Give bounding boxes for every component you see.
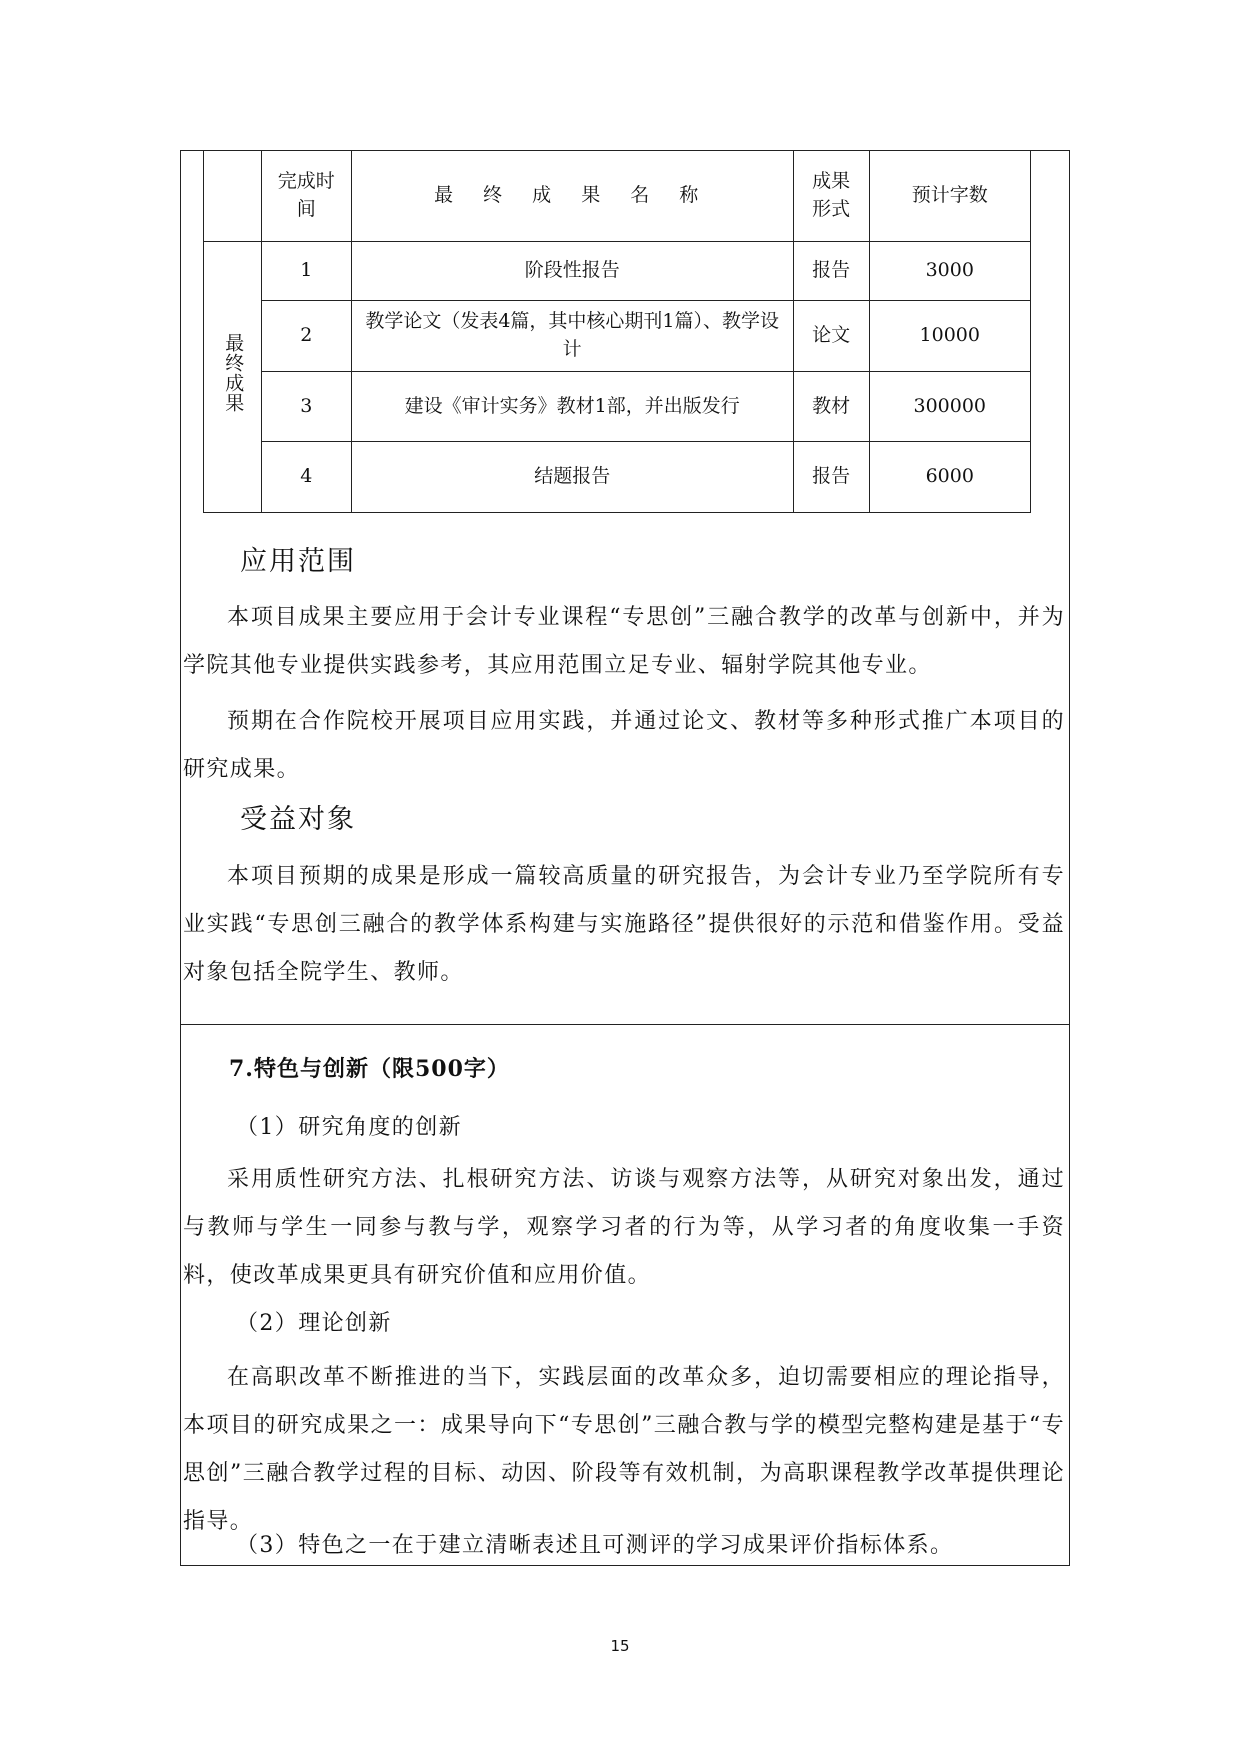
header-name: 最 终 成 果 名 称 — [351, 151, 793, 242]
beneficiaries-heading: 受益对象 — [240, 804, 356, 835]
header-words: 预计字数 — [869, 151, 1031, 242]
table-header-row — [204, 151, 1031, 242]
row-words: 10000 — [869, 301, 1031, 372]
row-name: 结题报告 — [351, 442, 793, 513]
row-words: 300000 — [869, 372, 1031, 442]
final-results-table — [203, 150, 1031, 513]
row-form: 论文 — [793, 301, 869, 372]
innovation-1-text: 采用质性研究方法、扎根研究方法、访谈与观察方法等，从研究对象出发，通过与教师与学生一同参与教与学，观察学习者的行为等，从学习者的角度收集一手资料，使改革成果更具有研究价值和应用价值。 — [183, 1167, 1065, 1288]
row-label-final-results: 最终成果 — [204, 242, 262, 513]
row-no: 3 — [261, 372, 351, 442]
row-form: 报告 — [793, 242, 869, 301]
header-blank-cell — [204, 151, 262, 242]
row-form: 报告 — [793, 442, 869, 513]
section-divider — [180, 1024, 1070, 1025]
innovation-3-text: （3）特色之一在于建立清晰表述且可测评的学习成果评价指标体系。 — [236, 1533, 954, 1558]
row-no: 1 — [261, 242, 351, 301]
beneficiaries-paragraph: 本项目预期的成果是形成一篇较高质量的研究报告，为会计专业乃至学院所有专业实践“专思创三融合的教学体系构建与实施路径”提供很好的示范和借鉴作用。受益对象包括全院学生、教师。 — [183, 864, 1065, 985]
table-row — [204, 442, 1031, 513]
row-name: 建设《审计实务》教材1部，并出版发行 — [351, 372, 793, 442]
page-number: 15 — [610, 1637, 630, 1655]
row-no: 4 — [261, 442, 351, 513]
row-no: 2 — [261, 301, 351, 372]
section-7-title: 7.特色与创新（限500字） — [229, 1056, 510, 1082]
row-form: 教材 — [793, 372, 869, 442]
table-row — [204, 372, 1031, 442]
row-name: 教学论文（发表4篇，其中核心期刊1篇）、教学设计 — [351, 301, 793, 372]
header-time: 完成时间 — [261, 151, 351, 242]
scope-heading: 应用范围 — [240, 546, 356, 577]
row-words: 6000 — [869, 442, 1031, 513]
row-words: 3000 — [869, 242, 1031, 301]
table-row — [204, 242, 1031, 301]
header-form: 成果形式 — [793, 151, 869, 242]
table-row — [204, 301, 1031, 372]
row-name: 阶段性报告 — [351, 242, 793, 301]
scope-paragraph-2: 预期在合作院校开展项目应用实践，并通过论文、教材等多种形式推广本项目的研究成果。 — [183, 709, 1065, 782]
innovation-1-title: （1）研究角度的创新 — [236, 1115, 462, 1140]
innovation-2-text: 在高职改革不断推进的当下，实践层面的改革众多，迫切需要相应的理论指导，本项目的研究成果之一：成果导向下“专思创”三融合教与学的模型完整构建是基于“专思创”三融合教学过程的目标、动因、阶段等有效机制，为高职课程教学改革提供理论指导。 — [183, 1365, 1065, 1534]
innovation-2-title: （2）理论创新 — [236, 1311, 392, 1336]
scope-paragraph-1: 本项目成果主要应用于会计专业课程“专思创”三融合教学的改革与创新中，并为学院其他专业提供实践参考，其应用范围立足专业、辐射学院其他专业。 — [183, 605, 1065, 678]
